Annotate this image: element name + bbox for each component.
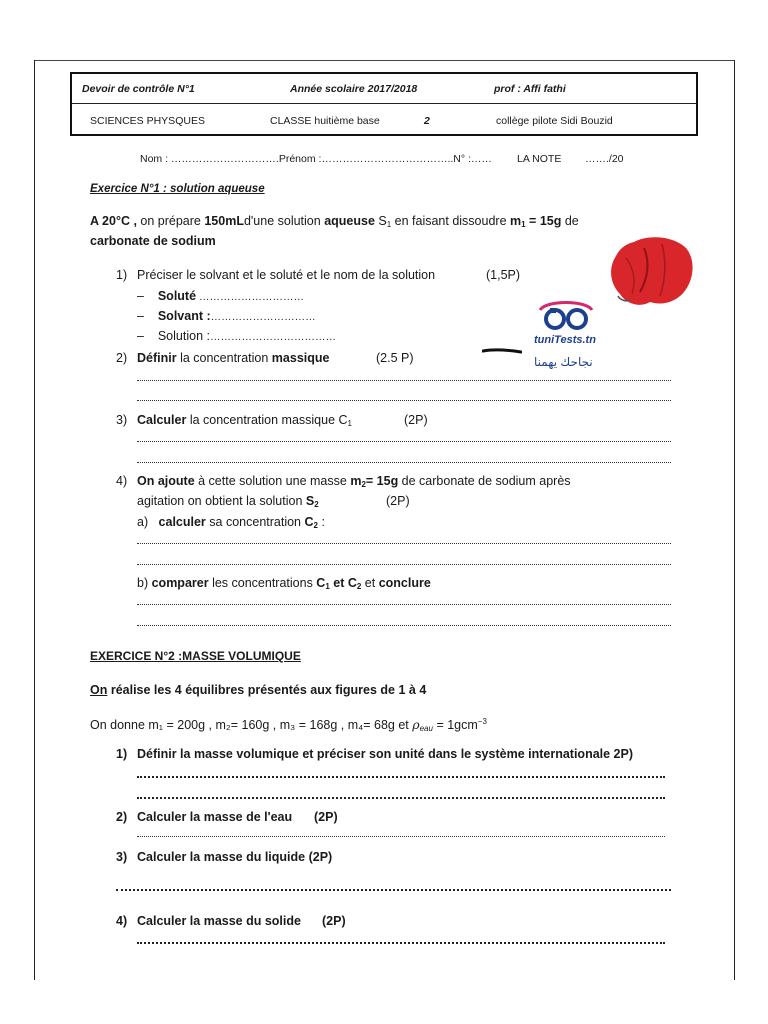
ex2-q4-points: (2P) <box>322 914 346 928</box>
exercise-2-given-data: On donne m₁ = 200g , m₂= 160g , m₃ = 168g , m₄= 68g et $\rho_{eau} = 1gcm^{-3}$ <box>90 717 487 733</box>
answer-line <box>137 380 671 381</box>
ex2-q3-text: Calculer la masse du liquide (2P) <box>137 850 333 864</box>
exercise-2-intro: On réalise les 4 équilibres présentés aux figures de 1 à 4 <box>90 683 427 697</box>
answer-line <box>137 441 671 442</box>
ex2-q2-text: Calculer la masse de l'eau <box>137 810 293 824</box>
ex1-q3-number: 3) <box>116 413 128 427</box>
grade-label: LA NOTE <box>517 153 562 165</box>
sheet-border-top <box>34 60 734 61</box>
exercise-1-intro-line2: carbonate de sodium <box>90 234 216 248</box>
answer-line <box>137 543 671 544</box>
school-name: collège pilote Sidi Bouzid <box>496 115 613 127</box>
ink-stroke <box>482 348 522 354</box>
ex1-q1-solvent: – Solvant :………………………… <box>137 309 316 323</box>
ex1-q2-points: (2.5 P) <box>376 351 414 365</box>
answer-line <box>137 942 665 944</box>
ex1-q1-solute: – Soluté ………………………… <box>137 289 304 303</box>
devoir-title: Devoir de contrôle N°1 <box>82 83 195 95</box>
subject-label: SCIENCES PHYSQUES <box>90 115 205 127</box>
exercise-1-title: Exercice N°1 : solution aqueuse <box>90 183 265 195</box>
answer-line <box>137 797 665 799</box>
tunitests-logo-icon <box>536 298 596 332</box>
exercise-2-title: EXERCICE N°2 :MASSE VOLUMIQUE <box>90 649 301 663</box>
ex1-q4b: b) comparer les concentrations $C_1$ et $C_2$ et conclure <box>137 576 431 591</box>
class-number: 2 <box>424 115 430 127</box>
tunitests-watermark <box>530 298 630 376</box>
ex2-q1-number: 1) <box>116 747 128 761</box>
ex1-q1-text: Préciser le solvant et le soluté et le nom de la solution <box>137 268 436 282</box>
answer-line <box>137 625 671 626</box>
answer-line <box>137 836 665 837</box>
ex2-q1-text: Définir la masse volumique et préciser son unité dans le système internationale 2P) <box>137 747 634 761</box>
sheet-border-right <box>734 60 735 980</box>
answer-line <box>137 564 671 565</box>
tunitests-slogan: نجاحك يهمنا <box>534 355 593 369</box>
answer-line <box>137 462 671 463</box>
ex1-q4-number: 4) <box>116 474 128 488</box>
exercise-1-intro-line1: A 20°C , on prépare 150mLd'une solution aqueuse $S_1$ en faisant dissoudre $m_1 = 15g$ de <box>90 214 579 229</box>
ex1-q3-text: Calculer la concentration massique $C_1$ <box>137 413 352 428</box>
ex1-q2-text: Définir la concentration massique <box>137 351 330 365</box>
ex1-q4-text-line1: On ajoute à cette solution une masse $m_2= 15g$ de carbonate de sodium après <box>137 474 571 489</box>
ex2-q4-number: 4) <box>116 914 128 928</box>
school-year: Année scolaire 2017/2018 <box>290 83 418 95</box>
ex2-q4-text: Calculer la masse du solide <box>137 914 301 928</box>
answer-line <box>137 400 671 401</box>
answer-line <box>137 776 665 778</box>
ex2-q3-number: 3) <box>116 850 128 864</box>
answer-line <box>137 604 671 605</box>
header-divider <box>72 103 696 104</box>
ex1-q4a: a) calculer sa concentration $C_2$ : <box>137 515 325 530</box>
class-label: CLASSE huitième base <box>270 115 380 127</box>
teacher-name: prof : Affi fathi <box>494 83 566 95</box>
ex1-q1-points: (1,5P) <box>486 268 521 282</box>
student-name-line: Nom : ………………………….Prénom :………………………………..N° :…… <box>140 153 492 165</box>
grade-value: ……./20 <box>585 153 624 165</box>
sheet-border-left <box>34 60 35 980</box>
ex2-q2-number: 2) <box>116 810 128 824</box>
answer-line <box>116 889 671 891</box>
ex1-q1-solution: – Solution :……………………………… <box>137 329 336 343</box>
ex2-q2-points: (2P) <box>314 810 338 824</box>
ex1-q4-text-line2: agitation on obtient la solution $S_2$ <box>137 494 319 509</box>
ex1-q4-points: (2P) <box>386 494 410 508</box>
red-flower-icon <box>604 234 696 308</box>
ex1-q3-points: (2P) <box>404 413 428 427</box>
tunitests-brand: tuniTests.tn <box>534 334 596 346</box>
ex1-q1-number: 1) <box>116 268 128 282</box>
ex1-q2-number: 2) <box>116 351 128 365</box>
